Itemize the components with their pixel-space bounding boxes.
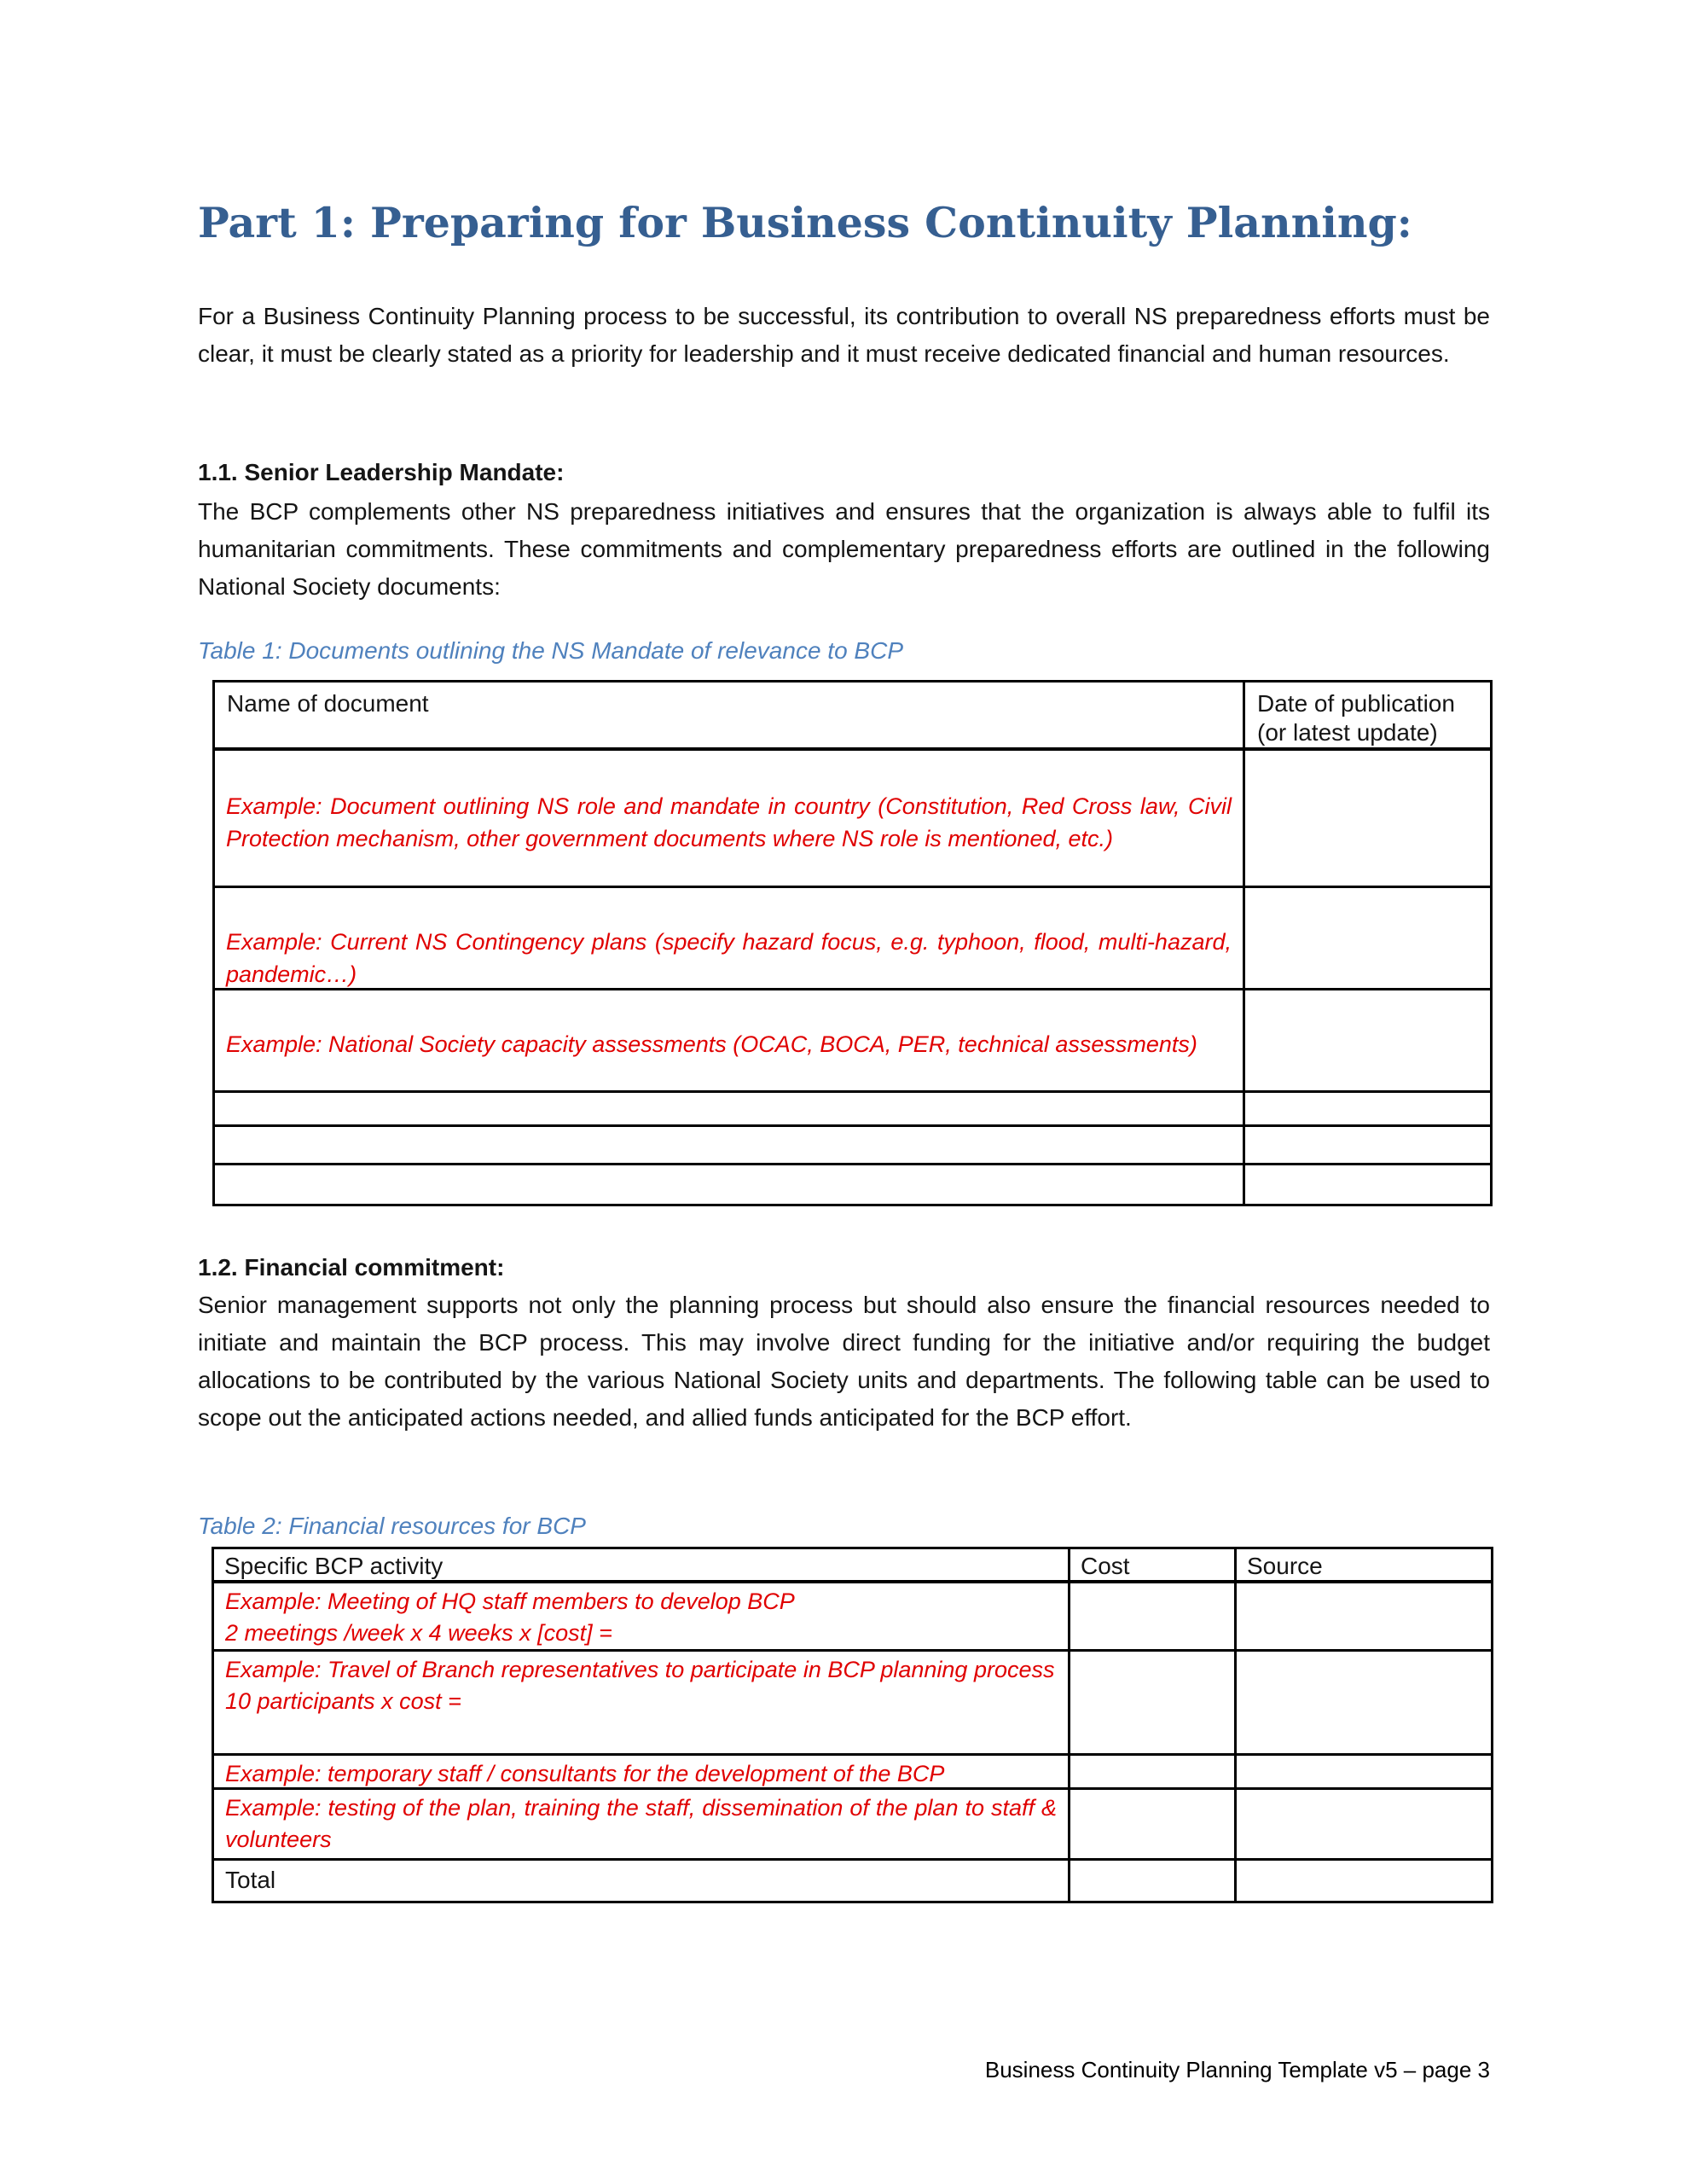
table-cell-source [1237, 1756, 1491, 1790]
example-text: Example: temporary staff / consultants for the development of the BCP [225, 1761, 945, 1786]
table-cell-empty [215, 1165, 1245, 1204]
table-cell-cost [1070, 1756, 1237, 1790]
table-cell-source [1237, 1790, 1491, 1861]
table-cell-empty [1245, 1165, 1490, 1204]
table-cell-source [1237, 1861, 1491, 1901]
example-text: Example: Meeting of HQ staff members to develop BCP [225, 1589, 795, 1614]
table-cell-cost [1070, 1583, 1237, 1652]
table-cell-example [215, 751, 1245, 888]
table-cell-cost [1070, 1861, 1237, 1901]
table-cell-source [1237, 1583, 1491, 1652]
example-text: Example: Travel of Branch representatives to participate in BCP planning process [225, 1657, 1055, 1682]
table2-header-source: Source [1237, 1549, 1491, 1583]
table-cell-example [215, 990, 1245, 1093]
table-cell-cost [1070, 1790, 1237, 1861]
table-cell-empty [1245, 1093, 1490, 1127]
table1-caption: Table 1: Documents outlining the NS Mandate of relevance to BCP [198, 637, 903, 664]
table-cell-date [1245, 888, 1490, 990]
table-financial-resources [212, 1547, 1493, 1903]
table-cell-example [214, 1756, 1070, 1790]
table-cell-cost [1070, 1652, 1237, 1756]
table2-header-cost: Cost [1070, 1549, 1237, 1583]
section-body-1-2: Senior management supports not only the planning process but should also ensure the financial resources needed to initiate and maintain the BCP process. This may involve direct funding for the initiative and/or requiring the budget allocations to be contributed by the various National Society units and departments. The following table can be used to scope out the anticipated actions needed, and allied funds anticipated for the BCP effort. [198, 1292, 1490, 1431]
table-documents [212, 680, 1493, 1206]
intro-paragraph: For a Business Continuity Planning process to be successful, its contribution to overall NS preparedness efforts must be clear, it must be clearly stated as a priority for leadership and it must receive dedicated financial and human resources. [198, 303, 1490, 367]
example-text: 2 meetings /week x 4 weeks x [cost] = [225, 1620, 612, 1646]
table-cell-example [214, 1790, 1070, 1861]
table2-header-activity: Specific BCP activity [214, 1549, 1070, 1583]
section-heading-1-1: 1.1. Senior Leadership Mandate: [198, 459, 565, 485]
table-cell-example [214, 1652, 1070, 1756]
example-text: Example: National Society capacity assessments (OCAC, BOCA, PER, technical assessments) [226, 1031, 1197, 1057]
table-cell-date [1245, 751, 1490, 888]
section-heading-1-2: 1.2. Financial commitment: [198, 1254, 505, 1281]
table-cell-empty [1245, 1127, 1490, 1165]
page-title: Part 1: Preparing for Business Continuity Planning: [198, 198, 1412, 247]
table-cell-example [214, 1583, 1070, 1652]
table-cell-empty [215, 1127, 1245, 1165]
example-text: Example: Document outlining NS role and mandate in country (Constitution, Red Cross law, Civil Protection mechanism, other government documents where NS role is mentioned, etc.) [226, 793, 1232, 851]
table-cell-example [215, 888, 1245, 990]
table-cell-date [1245, 990, 1490, 1093]
example-text: Example: Current NS Contingency plans (specify hazard focus, e.g. typhoon, flood, multi-hazard, pandemic…) [226, 929, 1232, 987]
table2-caption: Table 2: Financial resources for BCP [198, 1513, 586, 1539]
section-body-1-1: The BCP complements other NS preparedness initiatives and ensures that the organization is always able to fulfil its humanitarian commitments. These commitments and complementary preparedness efforts are outlined in the following National Society documents: [198, 498, 1490, 600]
table-cell-empty [215, 1093, 1245, 1127]
table1-header-date: Date of publication (or latest update) [1245, 682, 1490, 751]
table1-header-name: Name of document [215, 682, 1245, 751]
page-footer: Business Continuity Planning Template v5 – page 3 [984, 2057, 1490, 2082]
example-text: Example: testing of the plan, training the staff, dissemination of the plan to staff & volunteers [225, 1795, 1057, 1852]
table-cell-source [1237, 1652, 1491, 1756]
example-text: 10 participants x cost = [225, 1688, 461, 1714]
table-cell-total-label: Total [214, 1861, 1070, 1901]
